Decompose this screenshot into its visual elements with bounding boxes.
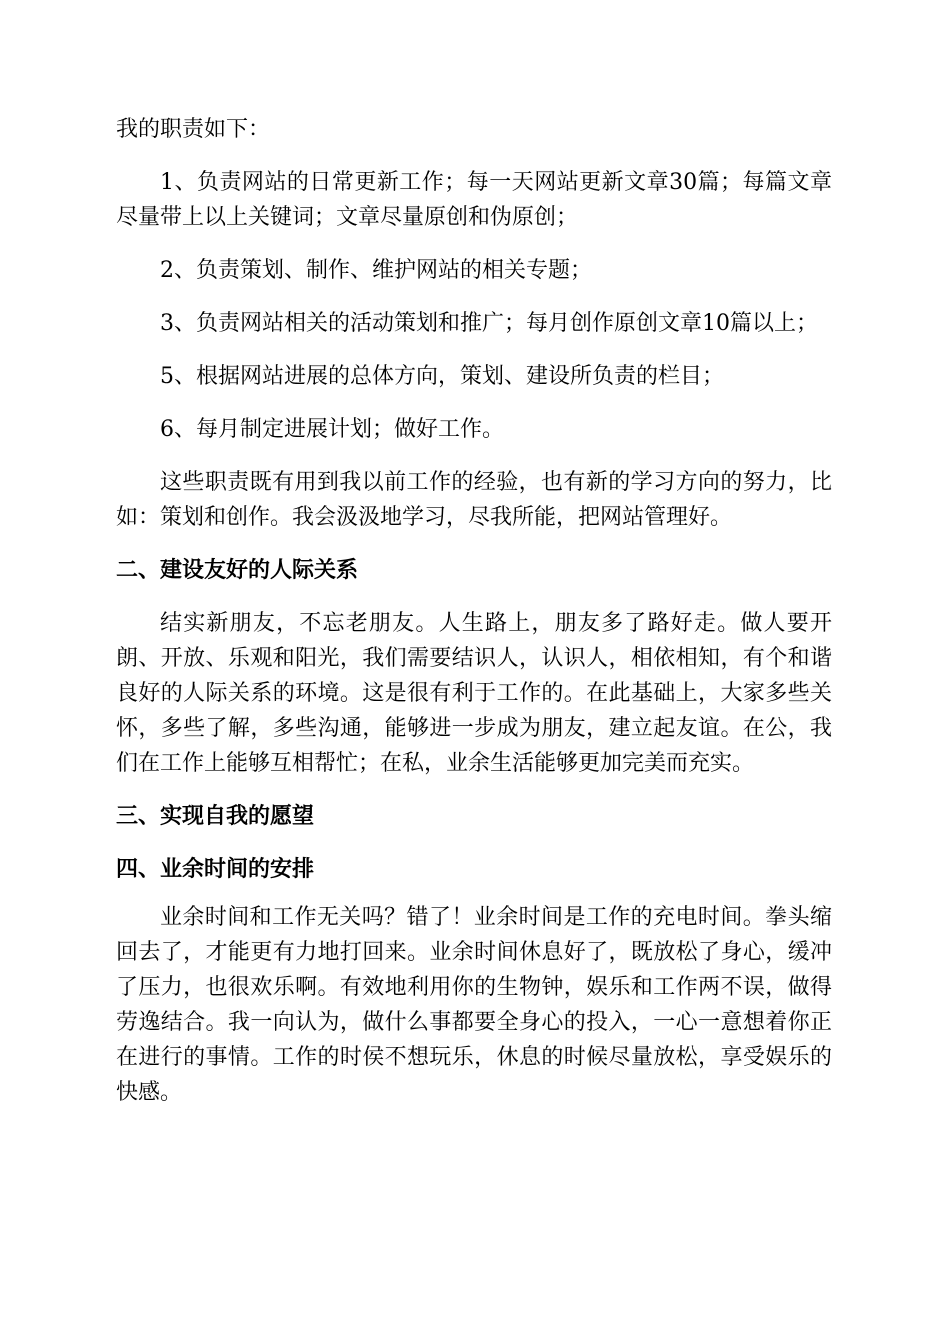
duty-item-5: 5、根据网站进展的总体方向，策划、建设所负责的栏目； bbox=[160, 364, 724, 389]
section-heading-relationships: 二、建设友好的人际关系 bbox=[116, 558, 359, 583]
duties-intro: 我的职责如下： bbox=[116, 117, 271, 142]
section-heading-self-realization: 三、实现自我的愿望 bbox=[116, 804, 315, 829]
duty-item-1: 1、负责网站的日常更新工作；每一天网站更新文章30篇；每篇文章尽量带上以上关键词；文章尽量原创和伪原创； bbox=[116, 170, 832, 230]
spare-time-paragraph: 业余时间和工作无关吗？错了！业余时间是工作的充电时间。拳头缩回去了，才能更有力地打回来。业余时间休息好了，既放松了身心，缓冲了压力，也很欢乐啊。有效地利用你的生物钟，娱乐和工作两不误，做得劳逸结合。我一向认为，做什么事都要全身心的投入，一心一意想着你正在进行的事情。工作的时侯不想玩乐，休息的时候尽量放松，享受娱乐的快感。 bbox=[116, 905, 832, 1105]
document-body bbox=[116, 112, 832, 1128]
duty-item-2: 2、负责策划、制作、维护网站的相关专题； bbox=[160, 258, 592, 283]
duty-item-3: 3、负责网站相关的活动策划和推广；每月创作原创文章10篇以上； bbox=[160, 311, 818, 336]
section-heading-spare-time: 四、业余时间的安排 bbox=[116, 857, 315, 882]
duty-summary-paragraph: 这些职责既有用到我以前工作的经验，也有新的学习方向的努力，比如：策划和创作。我会汲汲地学习，尽我所能，把网站管理好。 bbox=[116, 470, 832, 530]
relationships-paragraph: 结实新朋友，不忘老朋友。人生路上，朋友多了路好走。做人要开朗、开放、乐观和阳光，我们需要结识人，认识人，相依相知，有个和谐良好的人际关系的环境。这是很有利于工作的。在此基础上，大家多些关怀，多些了解，多些沟通，能够进一步成为朋友，建立起友谊。在公，我们在工作上能够互相帮忙；在私，业余生活能够更加完美而充实。 bbox=[116, 611, 832, 776]
duty-item-6: 6、每月制定进展计划；做好工作。 bbox=[160, 417, 504, 442]
